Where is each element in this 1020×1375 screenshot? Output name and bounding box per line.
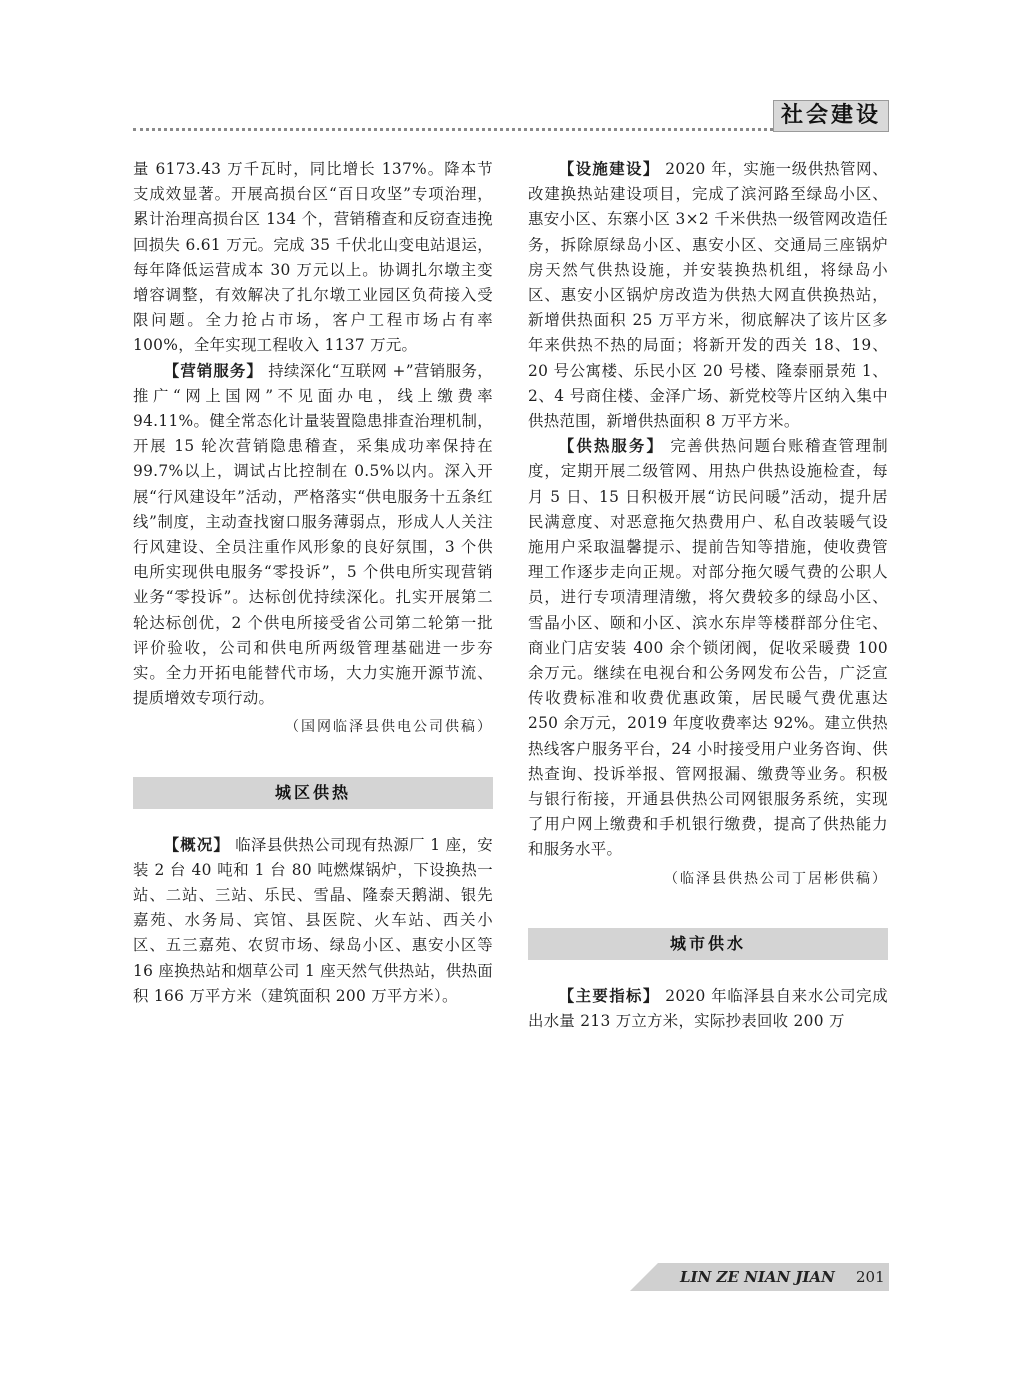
paragraph-body: 持续深化“互联网 +”营销服务，推广“网上国网”不见面办电，线上缴费率 94.11%。健全常态化计量装置隐患排查治理机制，开展 15 轮次营销隐患稽查，采集成功率保持在 99.7%以上，调试占比控制在 0.5%以内。深入开展“行风建设年”活动，严格落实“供电服务十五条红线”制度，主动查找窗口服务薄弱点，形成人人关注行风建设、全员注重作风形象的良好氛围，3 个供电所实现供电服务“零投诉”，5 个供电所实现营销业务“零投诉”。达标创优持续深化。扎实开展第二轮达标创优，2 个供电所接受省公司第二轮第一批评价验收，公司和供电所两级管理基础进一步夯实。全力开拓电能替代市场，大力实施开源节流、提质增效专项行动。 <box>133 361 493 708</box>
paragraph-facility-construction <box>528 157 888 434</box>
paragraph-tag-heating-service: 【供热服务】 <box>558 437 664 456</box>
running-title: LIN ZE NIAN JIAN <box>680 1268 835 1286</box>
paragraph-tag-marketing: 【营销服务】 <box>163 361 263 380</box>
paragraph-tag-indicators: 【主要指标】 <box>558 986 660 1005</box>
paragraph-main-indicators <box>528 984 888 1034</box>
paragraph-body: 完善供热问题台账稽查管理制度，定期开展二级管网、用热户供热设施检查，每月 5 日、15 日积极开展“访民问暖”活动，提升居民满意度、对恶意拖欠热费用户、私自改装暖气设施用户采取温馨提示、提前告知等措施，使收费管理工作逐步走向正规。对部分拖欠暖气费的公职人员，进行专项清理清缴，将欠费较多的绿岛小区、雪晶小区、颐和小区、滨水东岸等楼群部分住宅、商业门店安装 400 余个锁闭阀，促收采暖费 100 余万元。继续在电视台和公务网发布公告，广泛宣传收费标准和收费优惠政策，居民暖气费优惠达 250 余万元，2019 年度收费率达 92%。建立供热热线客户服务平台，24 小时接受用户业务咨询、供热查询、投诉举报、管网报漏、缴费等业务。积极与银行衔接，开通县供热公司网银服务系统，实现了用户网上缴费和手机银行缴费，提高了供热能力和服务水平。 <box>528 437 888 859</box>
paragraph-body: 2020 年临泽县自来水公司完成出水量 213 万立方米，实际抄表回收 200 万 <box>528 986 888 1031</box>
paragraph-overview <box>133 833 493 1009</box>
source-credit: （国网临泽县供电公司供稿） <box>285 719 493 736</box>
paragraph-body: 临泽县供热公司现有热源厂 1 座，安装 2 台 40 吨和 1 台 80 吨燃煤锅炉，下设换热一站、二站、三站、乐民、雪晶、隆泰天鹅湖、银先嘉苑、水务局、宾馆、县医院、火车站、西关小区、五三嘉苑、农贸市场、绿岛小区、惠安小区等 16 座换热站和烟草公司 1 座天然气供热站，供热面积 166 万平方米（建筑面积 200 万平方米）。 <box>133 835 493 1005</box>
paragraph-tag-overview: 【概况】 <box>163 835 230 854</box>
page-number: 201 <box>856 1268 885 1286</box>
paragraph-heating-service <box>528 434 888 862</box>
paragraph-marketing-service <box>133 359 493 712</box>
section-heading-urban-heating: 城区供热 <box>133 777 493 809</box>
header-dotted-rule <box>133 128 773 131</box>
source-credit: （临泽县供热公司丁居彬供稿） <box>664 870 888 887</box>
paragraph-tag-facility: 【设施建设】 <box>558 160 660 178</box>
footer-band <box>630 1263 889 1291</box>
paragraph-body: 2020 年，实施一级供热管网、改建换热站建设项目，完成了滨河路至绿岛小区、惠安小区、东寨小区 3×2 千米供热一级管网改造任务，拆除原绿岛小区、惠安小区、交通局三座锅炉房天然气供热设施，并安装换热机组，将绿岛小区、惠安小区锅炉房改造为供热大网直供换热站，新增供热面积 25 万平方米，彻底解决了该片区多年来供热不热的局面；将新开发的西关 18、19、20 号公寓楼、乐民小区 20 号楼、隆泰丽景苑 1、2、4 号商住楼、金泽广场、新党校等片区纳入集中供热范围，新增供热面积 8 万平方米。 <box>528 160 888 431</box>
section-heading-urban-water: 城市供水 <box>528 928 888 960</box>
left-column <box>133 157 493 1009</box>
section-title-tab: 社会建设 <box>773 100 889 132</box>
paragraph-continued: 量 6173.43 万千瓦时，同比增长 137%。降本节支成效显著。开展高损台区“百日攻坚”专项治理，累计治理高损台区 134 个，营销稽查和反窃查违挽回损失 6.61 万元。完成 35 千伏北山变电站退运，每年降低运营成本 30 万元以上。协调扎尔墩主变增容调整，有效解决了扎尔墩工业园区负荷接入受限问题。全力抢占市场，客户工程市场占有率 100%，全年实现工程收入 1137 万元。 <box>133 160 493 355</box>
right-column <box>528 157 888 1034</box>
